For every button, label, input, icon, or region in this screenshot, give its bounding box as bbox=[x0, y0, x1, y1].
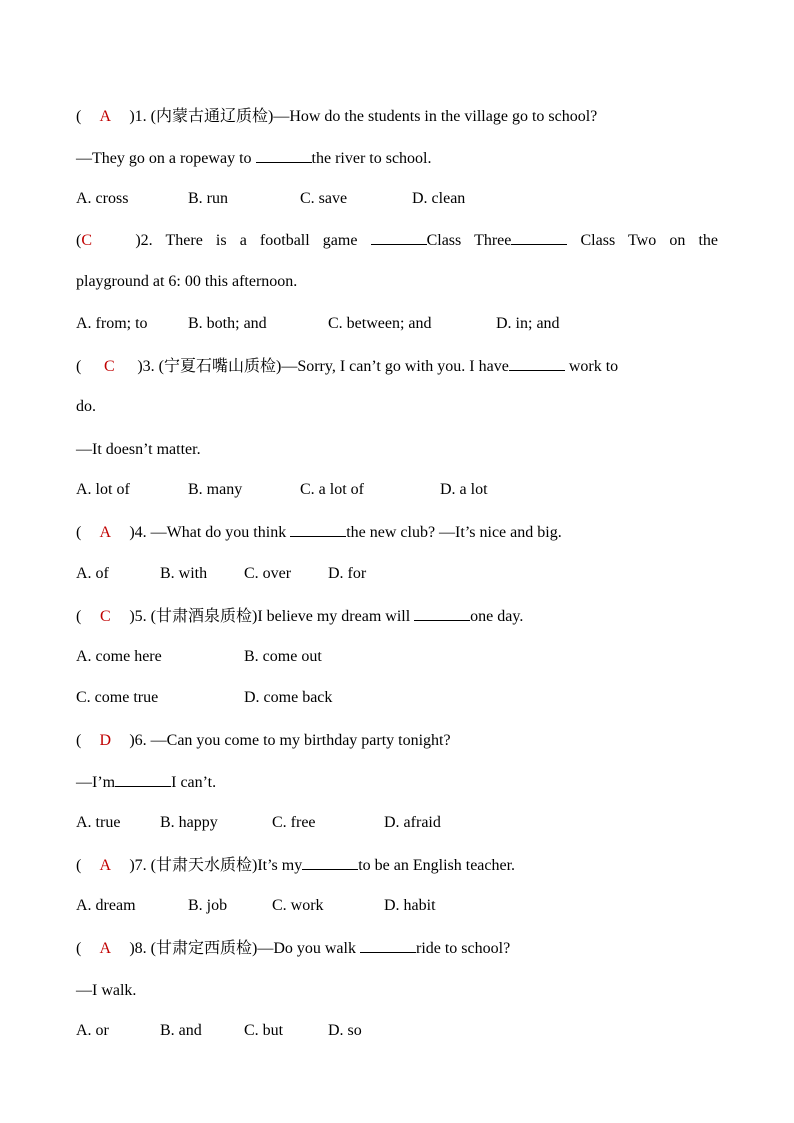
question-2-options bbox=[76, 313, 718, 335]
answer-blank bbox=[302, 855, 358, 870]
open-paren: ( bbox=[76, 608, 82, 625]
question-2-text-pre: )2. There is a football game bbox=[135, 232, 371, 249]
question-7-text-pre: )7. (甘肃天水质检)It’s my bbox=[129, 857, 303, 874]
option-a: A. or bbox=[76, 1022, 109, 1039]
option-b: B. and bbox=[160, 1022, 202, 1039]
question-3-options bbox=[76, 479, 718, 501]
question-1-stem bbox=[76, 106, 718, 128]
question-7-stem bbox=[76, 855, 718, 877]
option-b: B. job bbox=[188, 897, 228, 914]
option-c: C. over bbox=[244, 565, 292, 582]
option-b: B. many bbox=[188, 481, 243, 498]
option-b: B. both; and bbox=[188, 315, 267, 332]
option-d: D. in; and bbox=[496, 315, 560, 332]
open-paren: ( bbox=[76, 524, 82, 541]
question-8-stem bbox=[76, 938, 718, 960]
question-8-text-post: ride to school? bbox=[415, 940, 511, 957]
answer-blank bbox=[115, 772, 171, 787]
question-4-text-post: the new club? —It’s nice and big. bbox=[346, 524, 562, 541]
option-a: A. of bbox=[76, 565, 109, 582]
question-8-options bbox=[76, 1020, 718, 1042]
option-a: A. true bbox=[76, 814, 121, 831]
question-3-text-pre: )3. (宁夏石嘴山质检)—Sorry, I can’t go with you. I have bbox=[137, 358, 509, 375]
answer-blank bbox=[511, 230, 567, 245]
question-6-stem bbox=[76, 730, 718, 752]
option-c: C. save bbox=[300, 190, 348, 207]
question-4-text-pre: )4. —What do you think bbox=[129, 524, 291, 541]
option-b: B. with bbox=[160, 565, 208, 582]
option-d: D. a lot bbox=[440, 481, 488, 498]
option-c: C. work bbox=[272, 897, 324, 914]
option-c: C. a lot of bbox=[300, 481, 364, 498]
question-6-options bbox=[76, 812, 718, 834]
question-1-options bbox=[76, 188, 718, 210]
option-b: B. come out bbox=[244, 648, 322, 665]
question-6-line2 bbox=[76, 772, 718, 794]
question-1-text: )1. (内蒙古通辽质检)—How do the students in the village go to school? bbox=[129, 108, 598, 125]
question-3-line2: do. bbox=[76, 398, 96, 415]
option-d: D. for bbox=[328, 565, 367, 582]
question-1-line2-post: the river to school. bbox=[311, 150, 432, 167]
option-d: D. so bbox=[328, 1022, 362, 1039]
answer-blank bbox=[256, 148, 312, 163]
answer-3: C bbox=[103, 358, 115, 375]
question-5-stem bbox=[76, 606, 718, 628]
option-c: C. come true bbox=[76, 689, 159, 706]
answer-8: A bbox=[99, 940, 112, 957]
option-c: C. but bbox=[244, 1022, 284, 1039]
question-1-line2 bbox=[76, 148, 718, 170]
question-5-text-post: one day. bbox=[470, 608, 524, 625]
answer-blank bbox=[371, 230, 427, 245]
option-c: C. free bbox=[272, 814, 316, 831]
answer-4: A bbox=[99, 524, 112, 541]
option-a: A. lot of bbox=[76, 481, 130, 498]
open-paren: ( bbox=[76, 940, 82, 957]
open-paren: ( bbox=[76, 732, 82, 749]
question-5-options-row2 bbox=[76, 687, 718, 709]
question-2-text-post: Class Two on the bbox=[567, 232, 719, 249]
question-1-line2-pre: —They go on a ropeway to bbox=[76, 150, 256, 167]
option-a: A. cross bbox=[76, 190, 129, 207]
question-5-options-row1 bbox=[76, 646, 718, 668]
answer-2: C bbox=[81, 232, 92, 249]
open-paren: ( bbox=[76, 358, 82, 375]
question-3-text-post: work to bbox=[564, 358, 619, 375]
answer-1: A bbox=[99, 108, 112, 125]
question-6-line2-post: I can’t. bbox=[171, 774, 217, 791]
question-8-line2: —I walk. bbox=[76, 982, 137, 999]
answer-5: C bbox=[99, 608, 111, 625]
option-d: D. habit bbox=[384, 897, 436, 914]
question-8-text-pre: )8. (甘肃定西质检)—Do you walk bbox=[129, 940, 360, 957]
question-3-stem bbox=[76, 356, 718, 378]
option-d: D. come back bbox=[244, 689, 333, 706]
answer-7: A bbox=[99, 857, 112, 874]
question-3-line3: —It doesn’t matter. bbox=[76, 441, 201, 458]
answer-blank bbox=[414, 606, 470, 621]
option-a: A. from; to bbox=[76, 315, 148, 332]
option-a: A. dream bbox=[76, 897, 136, 914]
question-2-text-mid: Class Three bbox=[426, 232, 512, 249]
open-paren: ( bbox=[76, 108, 82, 125]
question-2-stem bbox=[76, 230, 718, 252]
question-4-options bbox=[76, 563, 718, 585]
question-7-text-post: to be an English teacher. bbox=[358, 857, 516, 874]
option-d: D. afraid bbox=[384, 814, 441, 831]
option-d: D. clean bbox=[412, 190, 466, 207]
answer-blank bbox=[360, 938, 416, 953]
question-4-stem bbox=[76, 522, 718, 544]
option-b: B. happy bbox=[160, 814, 218, 831]
option-c: C. between; and bbox=[328, 315, 432, 332]
answer-blank bbox=[509, 356, 565, 371]
option-a: A. come here bbox=[76, 648, 162, 665]
answer-6: D bbox=[99, 732, 112, 749]
open-paren: ( bbox=[76, 232, 82, 249]
question-5-text-pre: )5. (甘肃酒泉质检)I believe my dream will bbox=[129, 608, 415, 625]
question-6-line2-pre: —I’m bbox=[76, 774, 116, 791]
question-6-text: )6. —Can you come to my birthday party tonight? bbox=[129, 732, 451, 749]
open-paren: ( bbox=[76, 857, 82, 874]
question-7-options bbox=[76, 895, 718, 917]
question-2-line2: playground at 6: 00 this afternoon. bbox=[76, 273, 298, 290]
option-b: B. run bbox=[188, 190, 228, 207]
answer-blank bbox=[290, 522, 346, 537]
